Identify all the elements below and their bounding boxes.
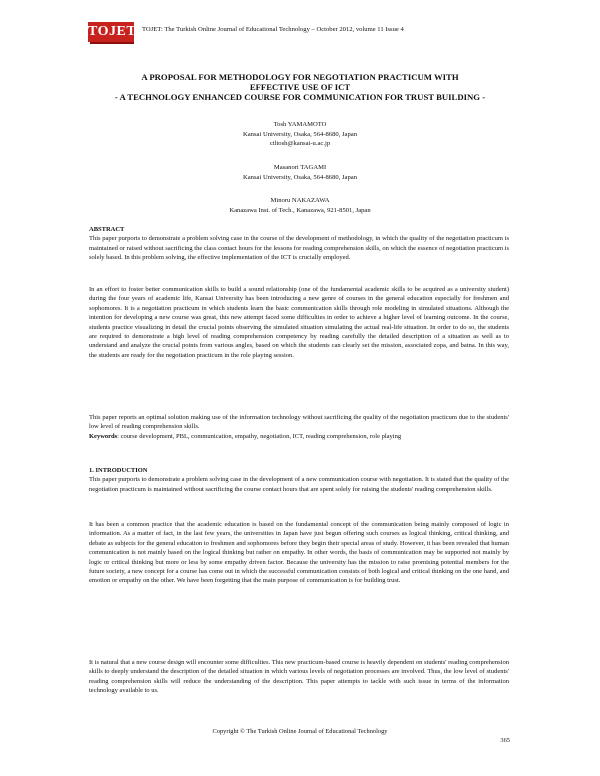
- page-number: 365: [500, 737, 510, 744]
- keywords-label: Keywords: [89, 432, 118, 440]
- author-name: Tosh YAMAMOTO: [273, 121, 327, 128]
- author-affiliation: Kansai University, Osaka, 564-8680, Japan: [242, 173, 358, 181]
- author-name: Masanori TAGAMI: [273, 164, 327, 171]
- abstract-section: [89, 225, 509, 263]
- introduction-heading: 1. INTRODUCTION: [89, 467, 148, 474]
- author-block-1: [80, 120, 520, 149]
- intro-paragraph-3: It is natural that a new course design will encounter some difficulties. This new practicum-based course is heavily dependent on students' reading comprehension skills to deeply understand the description of the detailed situation in which various levels of negotiation processes are involved. Thus, the low level of students' reading comprehension skills will reduce the understanding of the description. This paper attempts to tackle with such issue in terms of the information technology available to us.: [89, 659, 509, 695]
- author-block-3: [80, 196, 520, 215]
- intro-paragraph-2: It has been a common practice that the academic education is based on the fundamental concept of the communication being mainly composed of logic in information. As a matter of fact, in the last few years, the universities in Japan have just begun offering such courses as logical thinking, critical thinking, and debate as subjects for the general education to freshmen and sophomores before they begin their special areas of study. However, it has been revealed that human communication is not mainly based on the logical thinking but rather on empathy. In other words, the basis of communication may be supported not mainly by logic or critical thinking but more or less by some empathy driven factor. Because the university has the mission to raise promising potential members for the future society, a new concept for a course has come out in which the successful communication consists of both logical and critical thinking on the one hand, and emotion or empathy on the other. We have been forgetting that the main purpose of communication is for building trust.: [89, 521, 509, 585]
- journal-logo: TOJET: [88, 22, 134, 42]
- abstract-paragraph-3: [89, 413, 509, 441]
- introduction-section: [89, 466, 509, 494]
- journal-header: [88, 22, 528, 48]
- author-name: Minoru NAKAZAWA: [270, 197, 330, 204]
- keywords: [89, 432, 509, 441]
- paper-subtitle: - A TECHNOLOGY ENHANCED COURSE FOR COMMUNICATION FOR TRUST BUILDING -: [114, 92, 486, 102]
- title-line-2: EFFECTIVE USE OF ICT: [249, 82, 351, 92]
- logo-underline: [90, 42, 134, 44]
- abstract-summary: This paper reports an optimal solution making use of the information technology without sacrificing the quality of the negotiation practicum due to the students' low level of reading comprehension skills.: [89, 414, 509, 431]
- title-line-1: A PROPOSAL FOR METHODOLOGY FOR NEGOTIATION PRACTICUM WITH: [141, 72, 459, 82]
- paper-title: [60, 72, 540, 102]
- author-block-2: [80, 163, 520, 182]
- abstract-paragraph-2: In an effort to foster better communication skills to build a sound relationship (one of the fundamental academic skills to be acquired as a university student) during the four years of academic life, Kansai University has been introducing a new genre of courses in the general education especially for freshmen and sophomores. It is a negotiation practicum in which students learn the basic communication skills through role modeling in simulated situations. Although the intention for developing a new course was great, this new attempt faced some difficulties in order to achieve a higher level of learning outcome. In the course, students practice visualizing in detail the crucial points observing the simulated situation simulating the actual real-life situation. In order to do so, the students are required to demonstrate a high level of reading comprehension competency by reading carefully the detailed description of a situation as well as to understand and analyze the crucial points from various angles, based on which the students can clearly set the mission, associated zopa, and batna. In this way, the students are ready for the negotiation practicum in the role playing session.: [89, 286, 509, 359]
- author-affiliation: Kansai University, Osaka, 564-8680, Japan: [242, 130, 358, 138]
- keywords-list: : course development, PBL, communication, empathy, negotiation, ICT, reading comprehension, role playing: [117, 432, 402, 440]
- intro-paragraph-1: This paper purports to demonstrate a problem solving case in the development of a new communication course with negotiation. It is stated that the quality of the negotiation practicum is maintained without sacrificing the course contact hours that are spent solely for raising the students' reading comprehension skills.: [89, 476, 509, 493]
- abstract-heading: ABSTRACT: [89, 226, 125, 233]
- footer-copyright: Copyright © The Turkish Online Journal of Educational Technology: [212, 728, 388, 735]
- journal-running-head: TOJET: The Turkish Online Journal of Educational Technology – October 2012, volume 11 Issue 4: [142, 26, 404, 33]
- abstract-paragraph-1: This paper purports to demonstrate a problem solving case in the course of the development of methodology, in which the quality of the negotiation practicum is maintained or raised without sacrificing the class contact hours for the lessons for reading comprehension skills, on which the essence of negotiation practicum is solely based. In this problem solving, the effective implementation of the ICT is crucially employed.: [89, 235, 509, 262]
- author-affiliation: Kanazawa Inst. of Tech., Kanazawa, 921-8501, Japan: [229, 206, 371, 214]
- author-email: ctltosh@kansai-u.ac.jp: [269, 140, 331, 148]
